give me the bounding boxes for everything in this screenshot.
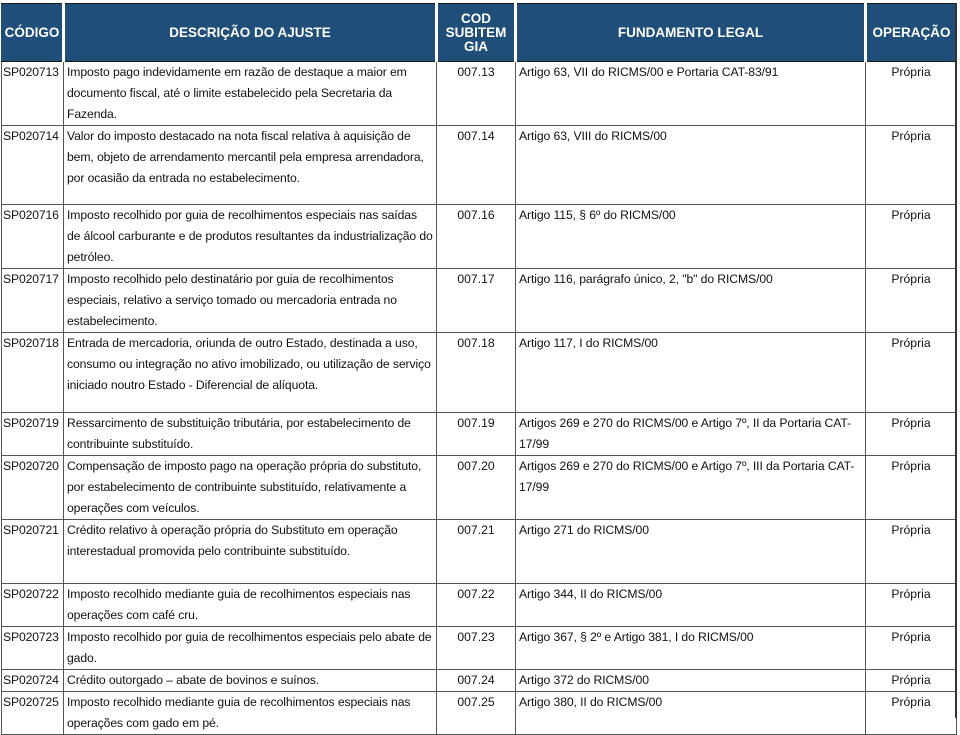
table-row [2, 670, 957, 692]
cell-operation: Própria [866, 627, 957, 670]
cell-description: Imposto recolhido mediante guia de recolhimentos especiais nas operações com gado em pé. [64, 692, 437, 735]
header-legal: FUNDAMENTO LEGAL [516, 4, 866, 62]
cell-code: SP020723 [2, 627, 64, 670]
cell-description: Compensação de imposto pago na operação própria do substituto, por estabelecimento de contribuinte substituído, relativamente a operações com veículos. [64, 456, 437, 520]
cell-operation: Própria [866, 456, 957, 520]
cell-description: Imposto recolhido por guia de recolhimentos especiais pelo abate de gado. [64, 627, 437, 670]
cell-description: Imposto recolhido mediante guia de recolhimentos especiais nas operações com café cru. [64, 584, 437, 627]
cell-code: SP020724 [2, 670, 64, 692]
cell-legal-basis: Artigo 344, II do RICMS/00 [516, 584, 866, 627]
cell-subitem: 007.22 [437, 584, 516, 627]
cell-legal-basis: Artigo 372 do RICMS/00 [516, 670, 866, 692]
cell-description: Valor do imposto destacado na nota fiscal relativa à aquisição de bem, objeto de arrendamento mercantil pela empresa arrendadora, por ocasião da entrada no estabelecimento. [64, 126, 437, 205]
cell-subitem: 007.18 [437, 333, 516, 413]
cell-operation: Própria [866, 126, 957, 205]
cell-code: SP020719 [2, 413, 64, 456]
cell-subitem: 007.25 [437, 692, 516, 735]
header-subitem [437, 4, 516, 62]
cell-description: Crédito outorgado – abate de bovinos e suínos. [64, 670, 437, 692]
cell-code: SP020718 [2, 333, 64, 413]
header-operation: OPERAÇÃO [866, 4, 957, 62]
header-subitem-line: GIA [463, 38, 488, 54]
cell-code: SP020722 [2, 584, 64, 627]
cell-subitem: 007.24 [437, 670, 516, 692]
cell-operation: Própria [866, 333, 957, 413]
cell-code: SP020714 [2, 126, 64, 205]
table-row [2, 692, 957, 735]
cell-description: Imposto pago indevidamente em razão de destaque a maior em documento fiscal, até o limite estabelecido pela Secretaria da Fazenda. [64, 62, 437, 126]
cell-subitem: 007.23 [437, 627, 516, 670]
cell-description: Crédito relativo à operação própria do Substituto em operação interestadual promovida pelo contribuinte substituído. [64, 520, 437, 584]
cell-operation: Própria [866, 692, 957, 735]
cell-legal-basis: Artigo 271 do RICMS/00 [516, 520, 866, 584]
cell-legal-basis: Artigo 63, VIII do RICMS/00 [516, 126, 866, 205]
header-code: CÓDIGO [2, 4, 64, 62]
table-row [2, 126, 957, 205]
cell-legal-basis: Artigo 115, § 6º do RICMS/00 [516, 205, 866, 269]
cell-subitem: 007.13 [437, 62, 516, 126]
cell-description: Entrada de mercadoria, oriunda de outro Estado, destinada a uso, consumo ou integração no ativo imobilizado, ou utilização de serviço iniciado noutro Estado - Diferencial de alíquota. [64, 333, 437, 413]
cell-code: SP020725 [2, 692, 64, 735]
table-row [2, 413, 957, 456]
header-subitem-line: SUBITEM [445, 24, 507, 40]
cell-legal-basis: Artigos 269 e 270 do RICMS/00 e Artigo 7º, II da Portaria CAT-17/99 [516, 413, 866, 456]
table-row [2, 62, 957, 126]
cell-subitem: 007.16 [437, 205, 516, 269]
cell-subitem: 007.21 [437, 520, 516, 584]
cell-operation: Própria [866, 205, 957, 269]
table-body [2, 62, 957, 735]
cell-description: Ressarcimento de substituição tributária, por estabelecimento de contribuinte substituído. [64, 413, 437, 456]
table-right-border [955, 3, 957, 718]
table-row [2, 333, 957, 413]
cell-code: SP020713 [2, 62, 64, 126]
cell-code: SP020716 [2, 205, 64, 269]
adjustment-codes-table [1, 3, 957, 735]
table-row [2, 205, 957, 269]
cell-operation: Própria [866, 584, 957, 627]
header-description: DESCRIÇÃO DO AJUSTE [64, 4, 437, 62]
cell-operation: Própria [866, 670, 957, 692]
cell-operation: Própria [866, 413, 957, 456]
cell-legal-basis: Artigo 367, § 2º e Artigo 381, I do RICMS/00 [516, 627, 866, 670]
cell-legal-basis: Artigo 63, VII do RICMS/00 e Portaria CAT-83/91 [516, 62, 866, 126]
cell-legal-basis: Artigo 380, II do RICMS/00 [516, 692, 866, 735]
cell-subitem: 007.17 [437, 269, 516, 333]
cell-subitem: 007.14 [437, 126, 516, 205]
cell-code: SP020721 [2, 520, 64, 584]
cell-operation: Própria [866, 520, 957, 584]
cell-legal-basis: Artigo 116, parágrafo único, 2, "b" do RICMS/00 [516, 269, 866, 333]
table-row [2, 520, 957, 584]
header-row [2, 4, 957, 62]
header-subitem-line: COD [461, 10, 491, 26]
cell-operation: Própria [866, 269, 957, 333]
table-row [2, 456, 957, 520]
cell-subitem: 007.20 [437, 456, 516, 520]
table-row [2, 584, 957, 627]
table-row [2, 269, 957, 333]
cell-operation: Própria [866, 62, 957, 126]
cell-description: Imposto recolhido por guia de recolhimentos especiais nas saídas de álcool carburante e de produtos resultantes da industrialização do petróleo. [64, 205, 437, 269]
cell-legal-basis: Artigo 117, I do RICMS/00 [516, 333, 866, 413]
cell-subitem: 007.19 [437, 413, 516, 456]
cell-code: SP020717 [2, 269, 64, 333]
cell-code: SP020720 [2, 456, 64, 520]
table-header [2, 4, 957, 62]
table-row [2, 627, 957, 670]
cell-legal-basis: Artigos 269 e 270 do RICMS/00 e Artigo 7º, III da Portaria CAT-17/99 [516, 456, 866, 520]
cell-description: Imposto recolhido pelo destinatário por guia de recolhimentos especiais, relativo a serviço tomado ou mercadoria entrada no estabelecimento. [64, 269, 437, 333]
